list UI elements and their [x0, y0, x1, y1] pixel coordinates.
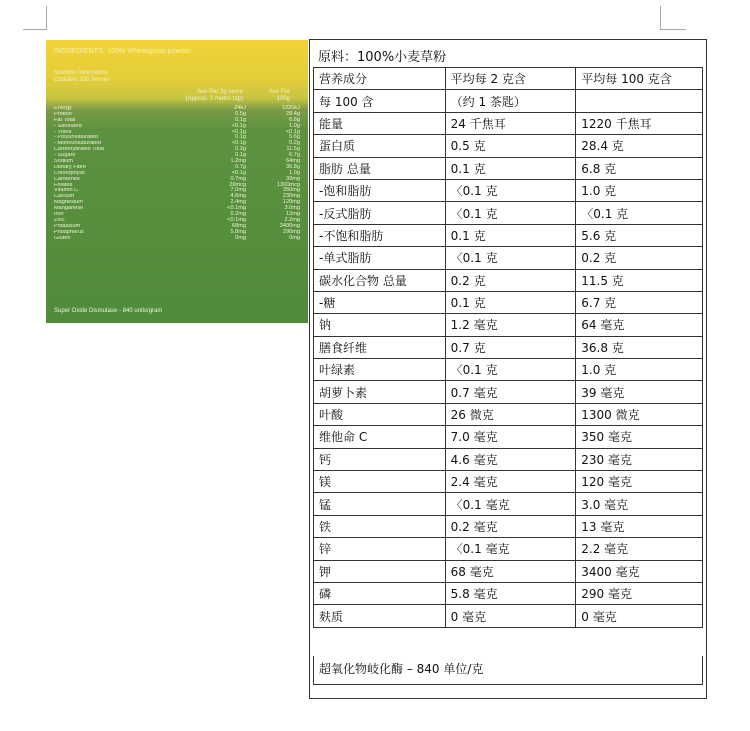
label-row-value: 0.2mg: [230, 211, 246, 218]
value-per-100g: 〈0.1 克: [576, 202, 703, 224]
value-per-2g: 4.6 毫克: [445, 448, 576, 470]
value-per-2g: 0.1 克: [445, 157, 576, 179]
value-per-100g: 64 毫克: [576, 314, 703, 336]
label-row-value: 1.0g: [289, 169, 300, 176]
value-per-2g: 〈0.1 毫克: [445, 493, 576, 515]
nutrient-name: 钠: [314, 314, 446, 336]
label-col2-header: Ave Per 100g: [268, 89, 290, 102]
value-per-2g: 0.1 克: [445, 224, 576, 246]
value-per-100g: 230 毫克: [576, 448, 703, 470]
label-row-name: Phosphorus: [54, 229, 84, 235]
label-row-value: 290mg: [282, 228, 300, 235]
value-per-100g: 36.8 克: [576, 336, 703, 358]
value-per-100g: 290 毫克: [576, 582, 703, 604]
header-empty-cell: [576, 90, 703, 112]
label-row-value: 0.2g: [235, 146, 246, 153]
nutrient-name: -不饱和脂肪: [314, 224, 446, 246]
label-row-value: 3.0mg: [284, 205, 300, 212]
label-row-value: 39mg: [286, 175, 300, 182]
nutrient-name: 蛋白质: [314, 135, 446, 157]
value-per-100g: 1.0 克: [576, 179, 703, 201]
label-row-name: - Trans: [54, 129, 72, 135]
label-row-value: 1220kJ: [281, 105, 300, 111]
value-per-2g: 〈0.1 克: [445, 202, 576, 224]
nutrient-name: 能量: [314, 112, 446, 134]
label-row-value: <0.1g: [285, 128, 300, 135]
table-header-row-2: [314, 90, 703, 112]
value-per-2g: 7.0 毫克: [445, 426, 576, 448]
nutrient-name: 叶酸: [314, 403, 446, 425]
nutrient-name: 麸质: [314, 605, 446, 627]
nutrient-name: -饱和脂肪: [314, 179, 446, 201]
label-row-value: 6.7g: [289, 152, 300, 159]
value-per-2g: 2.4 毫克: [445, 471, 576, 493]
value-per-100g: 1220 千焦耳: [576, 112, 703, 134]
value-per-100g: 11.5 克: [576, 269, 703, 291]
label-row-value: <0.1g: [231, 128, 246, 135]
crop-mark-top-left-vertical: [46, 6, 47, 29]
nutrient-name: 镁: [314, 471, 446, 493]
table-footer-sod: 超氧化物岐化酶 – 840 单位/克: [313, 656, 703, 685]
value-per-2g: 〈0.1 克: [445, 247, 576, 269]
label-row-value: 0.1g: [235, 116, 246, 123]
label-row-value: 36.8g: [286, 163, 300, 170]
table-row: [314, 471, 703, 493]
label-row-value: 11.5g: [286, 146, 300, 153]
value-per-100g: 120 毫克: [576, 471, 703, 493]
header-approx-tsp: （约 1 茶匙）: [445, 90, 576, 112]
label-row-value: <0.1g: [231, 140, 246, 147]
label-row-name: Protein: [54, 111, 72, 117]
label-row-value: 120mg: [282, 199, 300, 206]
table-row: [314, 515, 703, 537]
label-row-name: Chlorophylls: [54, 170, 85, 176]
crop-mark-top-left-horizontal: [23, 29, 47, 30]
label-row-value: 0.7g: [235, 163, 246, 170]
label-row-value: 26mcg: [229, 181, 246, 188]
label-row-value: 1.2mg: [230, 158, 246, 165]
nutrient-name: 锌: [314, 538, 446, 560]
label-row-value: 2.4mg: [230, 199, 246, 206]
value-per-2g: 0.2 克: [445, 269, 576, 291]
value-per-100g: 5.6 克: [576, 224, 703, 246]
label-row-name: Iron: [54, 212, 64, 218]
label-row-value: 4.6mg: [230, 193, 246, 200]
table-row: [314, 336, 703, 358]
label-row-value: <0.1mg: [227, 216, 246, 223]
value-per-2g: 0.7 克: [445, 336, 576, 358]
table-row: [314, 135, 703, 157]
value-per-100g: 350 毫克: [576, 426, 703, 448]
table-row: [314, 157, 703, 179]
table-row: [314, 403, 703, 425]
label-row-name: Magnesium: [54, 200, 83, 206]
value-per-100g: 0 毫克: [576, 605, 703, 627]
label-row-value: 2.2mg: [284, 216, 300, 223]
value-per-100g: 28.4 克: [576, 135, 703, 157]
nutrient-name: 维他命 C: [314, 426, 446, 448]
value-per-100g: 0.2 克: [576, 247, 703, 269]
table-row: [314, 493, 703, 515]
table-row: [314, 560, 703, 582]
label-row-name: Vitamin C: [54, 188, 79, 194]
table-row: [314, 314, 703, 336]
nutrient-name: 碳水化合物 总量: [314, 269, 446, 291]
value-per-2g: 26 微克: [445, 403, 576, 425]
table-row: [314, 112, 703, 134]
table-row: [314, 582, 703, 604]
table-row: [314, 426, 703, 448]
label-row-value: <0.1g: [231, 169, 246, 176]
table-title: 原料：100%小麦草粉: [318, 50, 447, 65]
nutrition-table: [313, 67, 703, 628]
nutrient-name: 胡萝卜素: [314, 381, 446, 403]
nutrient-name: -单式脂肪: [314, 247, 446, 269]
table-row: [314, 448, 703, 470]
value-per-100g: 39 毫克: [576, 381, 703, 403]
value-per-2g: 〈0.1 克: [445, 359, 576, 381]
nutrient-name: 脂肪 总量: [314, 157, 446, 179]
label-row-value: 28.4g: [286, 110, 300, 117]
value-per-100g: 6.7 克: [576, 291, 703, 313]
nutrient-name: -反式脂肪: [314, 202, 446, 224]
value-per-2g: 〈0.1 毫克: [445, 538, 576, 560]
value-per-100g: 13 毫克: [576, 515, 703, 537]
table-row: [314, 605, 703, 627]
table-row: [314, 179, 703, 201]
nutrient-name: -糖: [314, 291, 446, 313]
label-row-value: 3400mg: [279, 222, 300, 229]
label-row-value: 24kJ: [234, 105, 246, 111]
value-per-100g: 3400 毫克: [576, 560, 703, 582]
label-row-value: 13mg: [286, 211, 300, 218]
label-row-name: - Sugars: [54, 153, 76, 159]
crop-mark-top-right-horizontal: [660, 29, 686, 30]
nutrient-name: 钾: [314, 560, 446, 582]
label-sod: Super Oxide Dismutase - 840 units/gram: [54, 308, 163, 314]
label-col1-header: Ave Per 2g serve (Approx. 1 metric tsp): [185, 89, 243, 102]
value-per-100g: 1300 微克: [576, 403, 703, 425]
label-row-value: 0.7mg: [230, 175, 246, 182]
label-row-value: 0.1g: [235, 134, 246, 141]
label-row-value: 6.8g: [289, 116, 300, 123]
value-per-2g: 5.8 毫克: [445, 582, 576, 604]
label-row-value: 5.6g: [289, 134, 300, 141]
crop-mark-top-right-vertical: [660, 6, 661, 29]
label-row-value: 0.5g: [235, 110, 246, 117]
value-per-2g: 1.2 毫克: [445, 314, 576, 336]
label-row-name: Potassium: [54, 223, 81, 229]
label-row-value: 0.2g: [289, 140, 300, 147]
value-per-100g: 6.8 克: [576, 157, 703, 179]
label-row-value: <0.1g: [231, 122, 246, 129]
label-row-value: 64mg: [286, 158, 300, 165]
label-row-value: 1.0g: [289, 122, 300, 129]
table-row: [314, 269, 703, 291]
label-rows: [54, 106, 300, 241]
nutrient-name: 磷: [314, 582, 446, 604]
value-per-2g: 0.5 克: [445, 135, 576, 157]
value-per-100g: 2.2 毫克: [576, 538, 703, 560]
header-nutrient: 营养成分: [314, 68, 446, 90]
label-row-name: Gluten: [54, 235, 71, 241]
table-row: [314, 247, 703, 269]
label-row-name: - Polyunsaturated: [54, 135, 98, 141]
table-row: [314, 538, 703, 560]
label-row-name: Fat Total: [54, 117, 76, 123]
label-row-name: Sodium: [54, 159, 73, 165]
label-row-value: 68mg: [232, 222, 246, 229]
label-row-value: 0mg: [235, 234, 246, 241]
table-header-row: [314, 68, 703, 90]
label-row-value: 350mg: [282, 187, 300, 194]
header-per-100g: 平均每 100 克含: [576, 68, 703, 90]
header-per-2g: 平均每 2 克含: [445, 68, 576, 90]
value-per-2g: 〈0.1 克: [445, 179, 576, 201]
label-row-name: - Monounsaturated: [54, 141, 101, 147]
nutrient-name: 膳食纤维: [314, 336, 446, 358]
nutrient-name: 钙: [314, 448, 446, 470]
value-per-2g: 24 千焦耳: [445, 112, 576, 134]
label-row-value: 5.8mg: [230, 228, 246, 235]
label-row-name: Folates: [54, 182, 73, 188]
label-row-value: 1300mcg: [276, 181, 300, 188]
label-row-name: Energy: [54, 106, 72, 111]
label-row-value: <0.1mg: [227, 205, 246, 212]
table-row: [314, 202, 703, 224]
nutrient-name: 铁: [314, 515, 446, 537]
value-per-2g: 0 毫克: [445, 605, 576, 627]
table-row: [314, 359, 703, 381]
label-nutrition-heading: Nutrition Information Contains 100 Serves: [54, 70, 110, 83]
label-row-name: Carotenes: [54, 176, 80, 182]
value-per-100g: 3.0 毫克: [576, 493, 703, 515]
nutrition-label-photo: [46, 40, 308, 323]
label-ingredients: INGREDIENTS: 100% Wheatgrass powder: [54, 48, 192, 55]
label-row-name: - Saturated: [54, 123, 82, 129]
nutrient-name: 叶绿素: [314, 359, 446, 381]
value-per-2g: 68 毫克: [445, 560, 576, 582]
value-per-2g: 0.1 克: [445, 291, 576, 313]
label-row: [54, 236, 300, 242]
label-row-value: 7.0mg: [230, 187, 246, 194]
label-row-value: 0.1g: [235, 152, 246, 159]
label-row-name: Zinc: [54, 217, 65, 223]
label-row-name: Dietary Fibre: [54, 164, 87, 170]
value-per-2g: 0.7 毫克: [445, 381, 576, 403]
label-row-name: Manganese: [54, 206, 84, 212]
value-per-100g: 1.0 克: [576, 359, 703, 381]
table-row: [314, 224, 703, 246]
header-per-100-label: 每 100 含: [314, 90, 446, 112]
label-row-name: Calcium: [54, 194, 75, 200]
label-row-value: 0mg: [289, 234, 300, 241]
table-row: [314, 291, 703, 313]
label-row-value: 230mg: [282, 193, 300, 200]
label-row-name: Carbohydrates Total: [54, 147, 104, 153]
table-row: [314, 381, 703, 403]
nutrient-name: 锰: [314, 493, 446, 515]
value-per-2g: 0.2 毫克: [445, 515, 576, 537]
